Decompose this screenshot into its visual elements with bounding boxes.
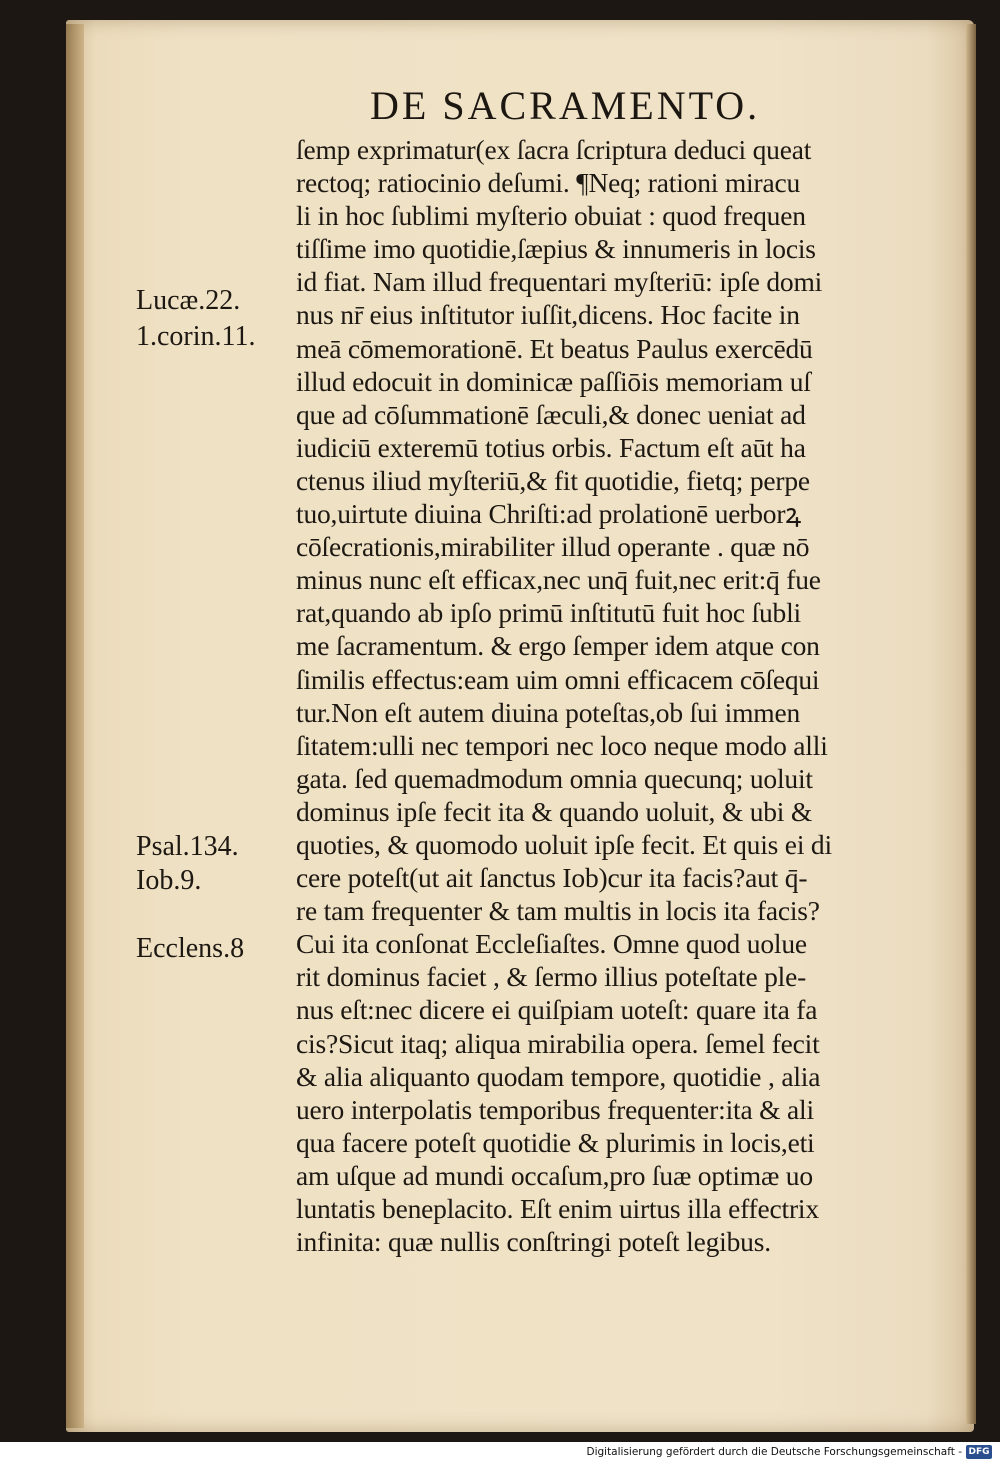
- footer-bar: [0, 1442, 1000, 1464]
- text-line: Cui ita conſonat Eccleſiaſtes. Omne quod uolue: [296, 928, 807, 960]
- text-line: rit dominus faciet , & ſermo illius poteſtate ple-: [296, 961, 807, 993]
- margin-note-corinthians: 1.corin.11.: [136, 321, 256, 352]
- text-line: luntatis beneplacito. Eſt enim uirtus illa effectrix: [296, 1193, 819, 1224]
- text-line: que ad cōſummationē ſæculi,& donec ueniat ad: [296, 398, 806, 430]
- text-line: uero interpolatis temporibus frequenter:ita & ali: [296, 1093, 814, 1125]
- text-line: ctenus iliud myſteriū,& fit quotidie, fietq; perpe: [296, 464, 810, 496]
- text-line: tiſſime imo quotidie,ſæpius & innumeris in locis: [296, 233, 816, 265]
- funding-credit: Digitalisierung gefördert durch die Deutsche Forschungsgemeinschaft -: [586, 1446, 962, 1458]
- running-head: DE SACRAMENTO.: [370, 83, 761, 128]
- text-line: cere poteſt(ut ait ſanctus Iob)cur ita facis?aut q̄-: [296, 862, 808, 894]
- page-gutter: [66, 24, 84, 1428]
- text-line: & alia aliquanto quodam tempore, quotidie , alia: [296, 1060, 821, 1092]
- text-line: ſimilis effectus:eam uim omni efficacem cōſequi: [296, 663, 820, 695]
- text-line: ſitatem:ulli nec tempori nec loco neque modo alli: [296, 729, 828, 761]
- text-line: quoties, & quomodo uoluit ipſe fecit. Et quis ei di: [296, 828, 832, 860]
- text-line: cōſecrationis,mirabiliter illud operante . quæ nō: [296, 531, 810, 563]
- dfg-logo-icon: DFG: [966, 1445, 992, 1459]
- text-line: ſemp exprimatur(ex ſacra ſcriptura deduci queat: [296, 134, 812, 165]
- text-line: qua facere poteſt quotidie & plurimis in locis,eti: [296, 1126, 815, 1158]
- text-line: re tam frequenter & tam multis in locis ita facis?: [296, 895, 820, 927]
- text-line: li in hoc ſublimi myſterio obuiat : quod frequen: [296, 200, 806, 232]
- text-line: nus nr̄ eius inſtitutor iuſſit,dicens. Hoc facite in: [296, 299, 800, 331]
- text-line: meā cōmemorationē. Et beatus Paulus exercēdū: [296, 332, 813, 364]
- body-text: [296, 133, 968, 1258]
- text-line: rectoq; ratiocinio deſumi. ¶Neq; rationi miracu: [296, 167, 801, 199]
- margin-note-psalm: Psal.134.: [136, 831, 239, 862]
- text-line: rat,quando ab ipſo primū inſtitutū fuit hoc ſubli: [296, 597, 801, 629]
- text-line: tuo,uirtute diuina Chriſti:ad prolationē uerborꝝ: [296, 498, 802, 530]
- margin-note-iob: Iob.9.: [136, 865, 202, 896]
- text-line: infinita: quæ nullis conſtringi poteſt legibus.: [296, 1226, 771, 1258]
- margin-note-ecclesiastes: Ecclens.8: [136, 933, 245, 964]
- text-line: tur.Non eſt autem diuina poteſtas,ob ſui immen: [296, 696, 801, 728]
- margin-note-lucae: Lucæ.22.: [136, 285, 241, 316]
- text-line: minus nunc eſt efficax,nec unq̄ fuit,nec erit:q̄ fue: [296, 564, 821, 596]
- text-line: me ſacramentum. & ergo ſemper idem atque con: [296, 630, 820, 662]
- text-line: cis?Sicut itaq; aliqua mirabilia opera. ſemel fecit: [296, 1027, 820, 1059]
- text-line: gata. ſed quemadmodum omnia quecunq; uoluit: [296, 762, 813, 794]
- text-line: id fiat. Nam illud frequentari myſteriū: ipſe domi: [296, 266, 823, 298]
- text-line: nus eſt:nec dicere ei quiſpiam uoteſt: quare ita fa: [296, 994, 818, 1026]
- text-line: illud edocuit in dominicæ paſſiōis memoriam uſ: [296, 365, 811, 397]
- text-line: am uſque ad mundi occaſum,pro ſuæ optimæ uo: [296, 1159, 813, 1191]
- text-line: dominus ipſe fecit ita & quando uoluit, & ubi &: [296, 795, 813, 827]
- text-line: iudiciū exteremū totius orbis. Factum eſt aūt ha: [296, 431, 806, 463]
